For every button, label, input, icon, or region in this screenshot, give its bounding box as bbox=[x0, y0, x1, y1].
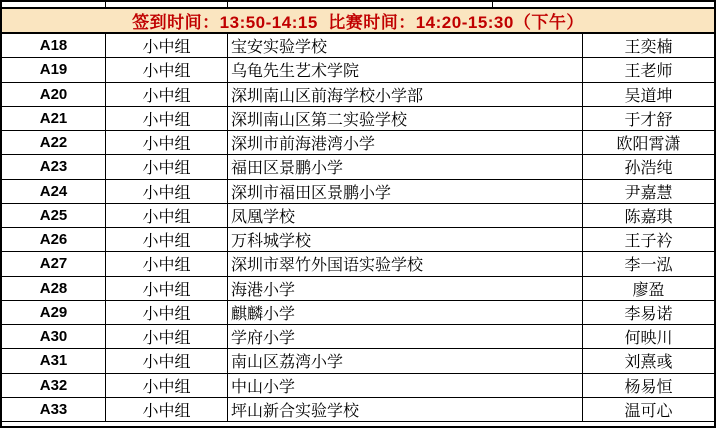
table-row bbox=[2, 301, 714, 325]
school-cell: 深圳市福田区景鹏小学 bbox=[228, 180, 583, 203]
table-row bbox=[2, 180, 714, 204]
table-row bbox=[2, 252, 714, 276]
session-time-header bbox=[2, 9, 714, 34]
entry-id-cell: A24 bbox=[2, 180, 106, 203]
entry-id-cell: A19 bbox=[2, 58, 106, 81]
table-body bbox=[2, 34, 714, 422]
entry-id-cell: A21 bbox=[2, 107, 106, 130]
school-cell: 海港小学 bbox=[228, 277, 583, 300]
group-cell: 小中组 bbox=[106, 228, 228, 251]
bottom-partial-row bbox=[2, 422, 714, 426]
entry-id-cell: A22 bbox=[2, 131, 106, 154]
school-cell: 福田区景鹏小学 bbox=[228, 155, 583, 178]
table-row bbox=[2, 277, 714, 301]
table-row bbox=[2, 155, 714, 179]
entry-id-cell: A18 bbox=[2, 34, 106, 57]
group-cell: 小中组 bbox=[106, 349, 228, 372]
school-cell: 南山区荔湾小学 bbox=[228, 349, 583, 372]
contestant-name-cell: 李一泓 bbox=[624, 257, 673, 275]
contestant-name-cell: 王奕楠 bbox=[624, 39, 673, 57]
top-partial-cell bbox=[106, 2, 228, 7]
group-cell: 小中组 bbox=[106, 252, 228, 275]
entry-id-cell: A20 bbox=[2, 83, 106, 106]
entry-id-cell: A23 bbox=[2, 155, 106, 178]
table-row bbox=[2, 131, 714, 155]
school-cell: 深圳南山区前海学校小学部 bbox=[228, 83, 583, 106]
entry-id-cell: A25 bbox=[2, 204, 106, 227]
entry-id-cell: A28 bbox=[2, 277, 106, 300]
table-row bbox=[2, 58, 714, 82]
entry-id-cell: A27 bbox=[2, 252, 106, 275]
group-cell: 小中组 bbox=[106, 155, 228, 178]
table-row bbox=[2, 398, 714, 422]
contestant-name-cell: 欧阳霄潇 bbox=[616, 136, 681, 154]
session-time-text: 签到时间：13:50-14:15 比赛时间：14:20-15:30（下午） bbox=[132, 13, 584, 32]
contestant-name-cell: 尹嘉慧 bbox=[624, 184, 673, 202]
entry-id-cell: A32 bbox=[2, 374, 106, 397]
top-partial-cell bbox=[493, 2, 714, 7]
group-cell: 小中组 bbox=[106, 58, 228, 81]
school-cell: 深圳市翠竹外国语实验学校 bbox=[228, 252, 583, 275]
contestant-name-cell: 廖盈 bbox=[632, 281, 665, 299]
group-cell: 小中组 bbox=[106, 301, 228, 324]
group-cell: 小中组 bbox=[106, 325, 228, 348]
table-row bbox=[2, 374, 714, 398]
school-cell: 深圳市前海港湾小学 bbox=[228, 131, 583, 154]
contestant-name-cell: 杨易恒 bbox=[624, 378, 673, 396]
group-cell: 小中组 bbox=[106, 398, 228, 421]
school-cell: 学府小学 bbox=[228, 325, 583, 348]
school-cell: 乌龟先生艺术学院 bbox=[228, 58, 583, 81]
school-cell: 麒麟小学 bbox=[228, 301, 583, 324]
contestant-name-cell: 刘熹彧 bbox=[624, 354, 673, 372]
group-cell: 小中组 bbox=[106, 107, 228, 130]
entry-id-cell: A30 bbox=[2, 325, 106, 348]
table-row bbox=[2, 34, 714, 58]
contestant-name-cell: 王子衿 bbox=[624, 233, 673, 251]
contestant-name-cell: 何映川 bbox=[624, 330, 673, 348]
school-cell: 凤凰学校 bbox=[228, 204, 583, 227]
table-row bbox=[2, 228, 714, 252]
group-cell: 小中组 bbox=[106, 204, 228, 227]
entry-id-cell: A31 bbox=[2, 349, 106, 372]
school-cell: 万科城学校 bbox=[228, 228, 583, 251]
entry-id-cell: A33 bbox=[2, 398, 106, 421]
table-row bbox=[2, 349, 714, 373]
entry-id-cell: A26 bbox=[2, 228, 106, 251]
table-row bbox=[2, 325, 714, 349]
contestant-name-cell: 孙浩纯 bbox=[624, 160, 673, 178]
contestant-name-cell: 陈嘉琪 bbox=[624, 208, 673, 226]
top-partial-cell bbox=[2, 2, 106, 7]
group-cell: 小中组 bbox=[106, 34, 228, 57]
top-partial-cell bbox=[228, 2, 493, 7]
group-cell: 小中组 bbox=[106, 131, 228, 154]
school-cell: 中山小学 bbox=[228, 374, 583, 397]
school-cell: 坪山新合实验学校 bbox=[228, 398, 583, 421]
group-cell: 小中组 bbox=[106, 374, 228, 397]
group-cell: 小中组 bbox=[106, 83, 228, 106]
table-row bbox=[2, 204, 714, 228]
group-cell: 小中组 bbox=[106, 180, 228, 203]
school-cell: 深圳南山区第二实验学校 bbox=[228, 107, 583, 130]
contestant-name-cell: 于才舒 bbox=[624, 111, 673, 129]
contestant-name-cell: 吴道坤 bbox=[624, 87, 673, 105]
table-row bbox=[2, 107, 714, 131]
contestant-name-cell: 李易诺 bbox=[624, 305, 673, 323]
school-cell: 宝安实验学校 bbox=[228, 34, 583, 57]
contestant-name-cell: 王老师 bbox=[624, 63, 673, 81]
entry-id-cell: A29 bbox=[2, 301, 106, 324]
table-row bbox=[2, 83, 714, 107]
contestant-name-cell: 温可心 bbox=[624, 402, 673, 420]
group-cell: 小中组 bbox=[106, 277, 228, 300]
